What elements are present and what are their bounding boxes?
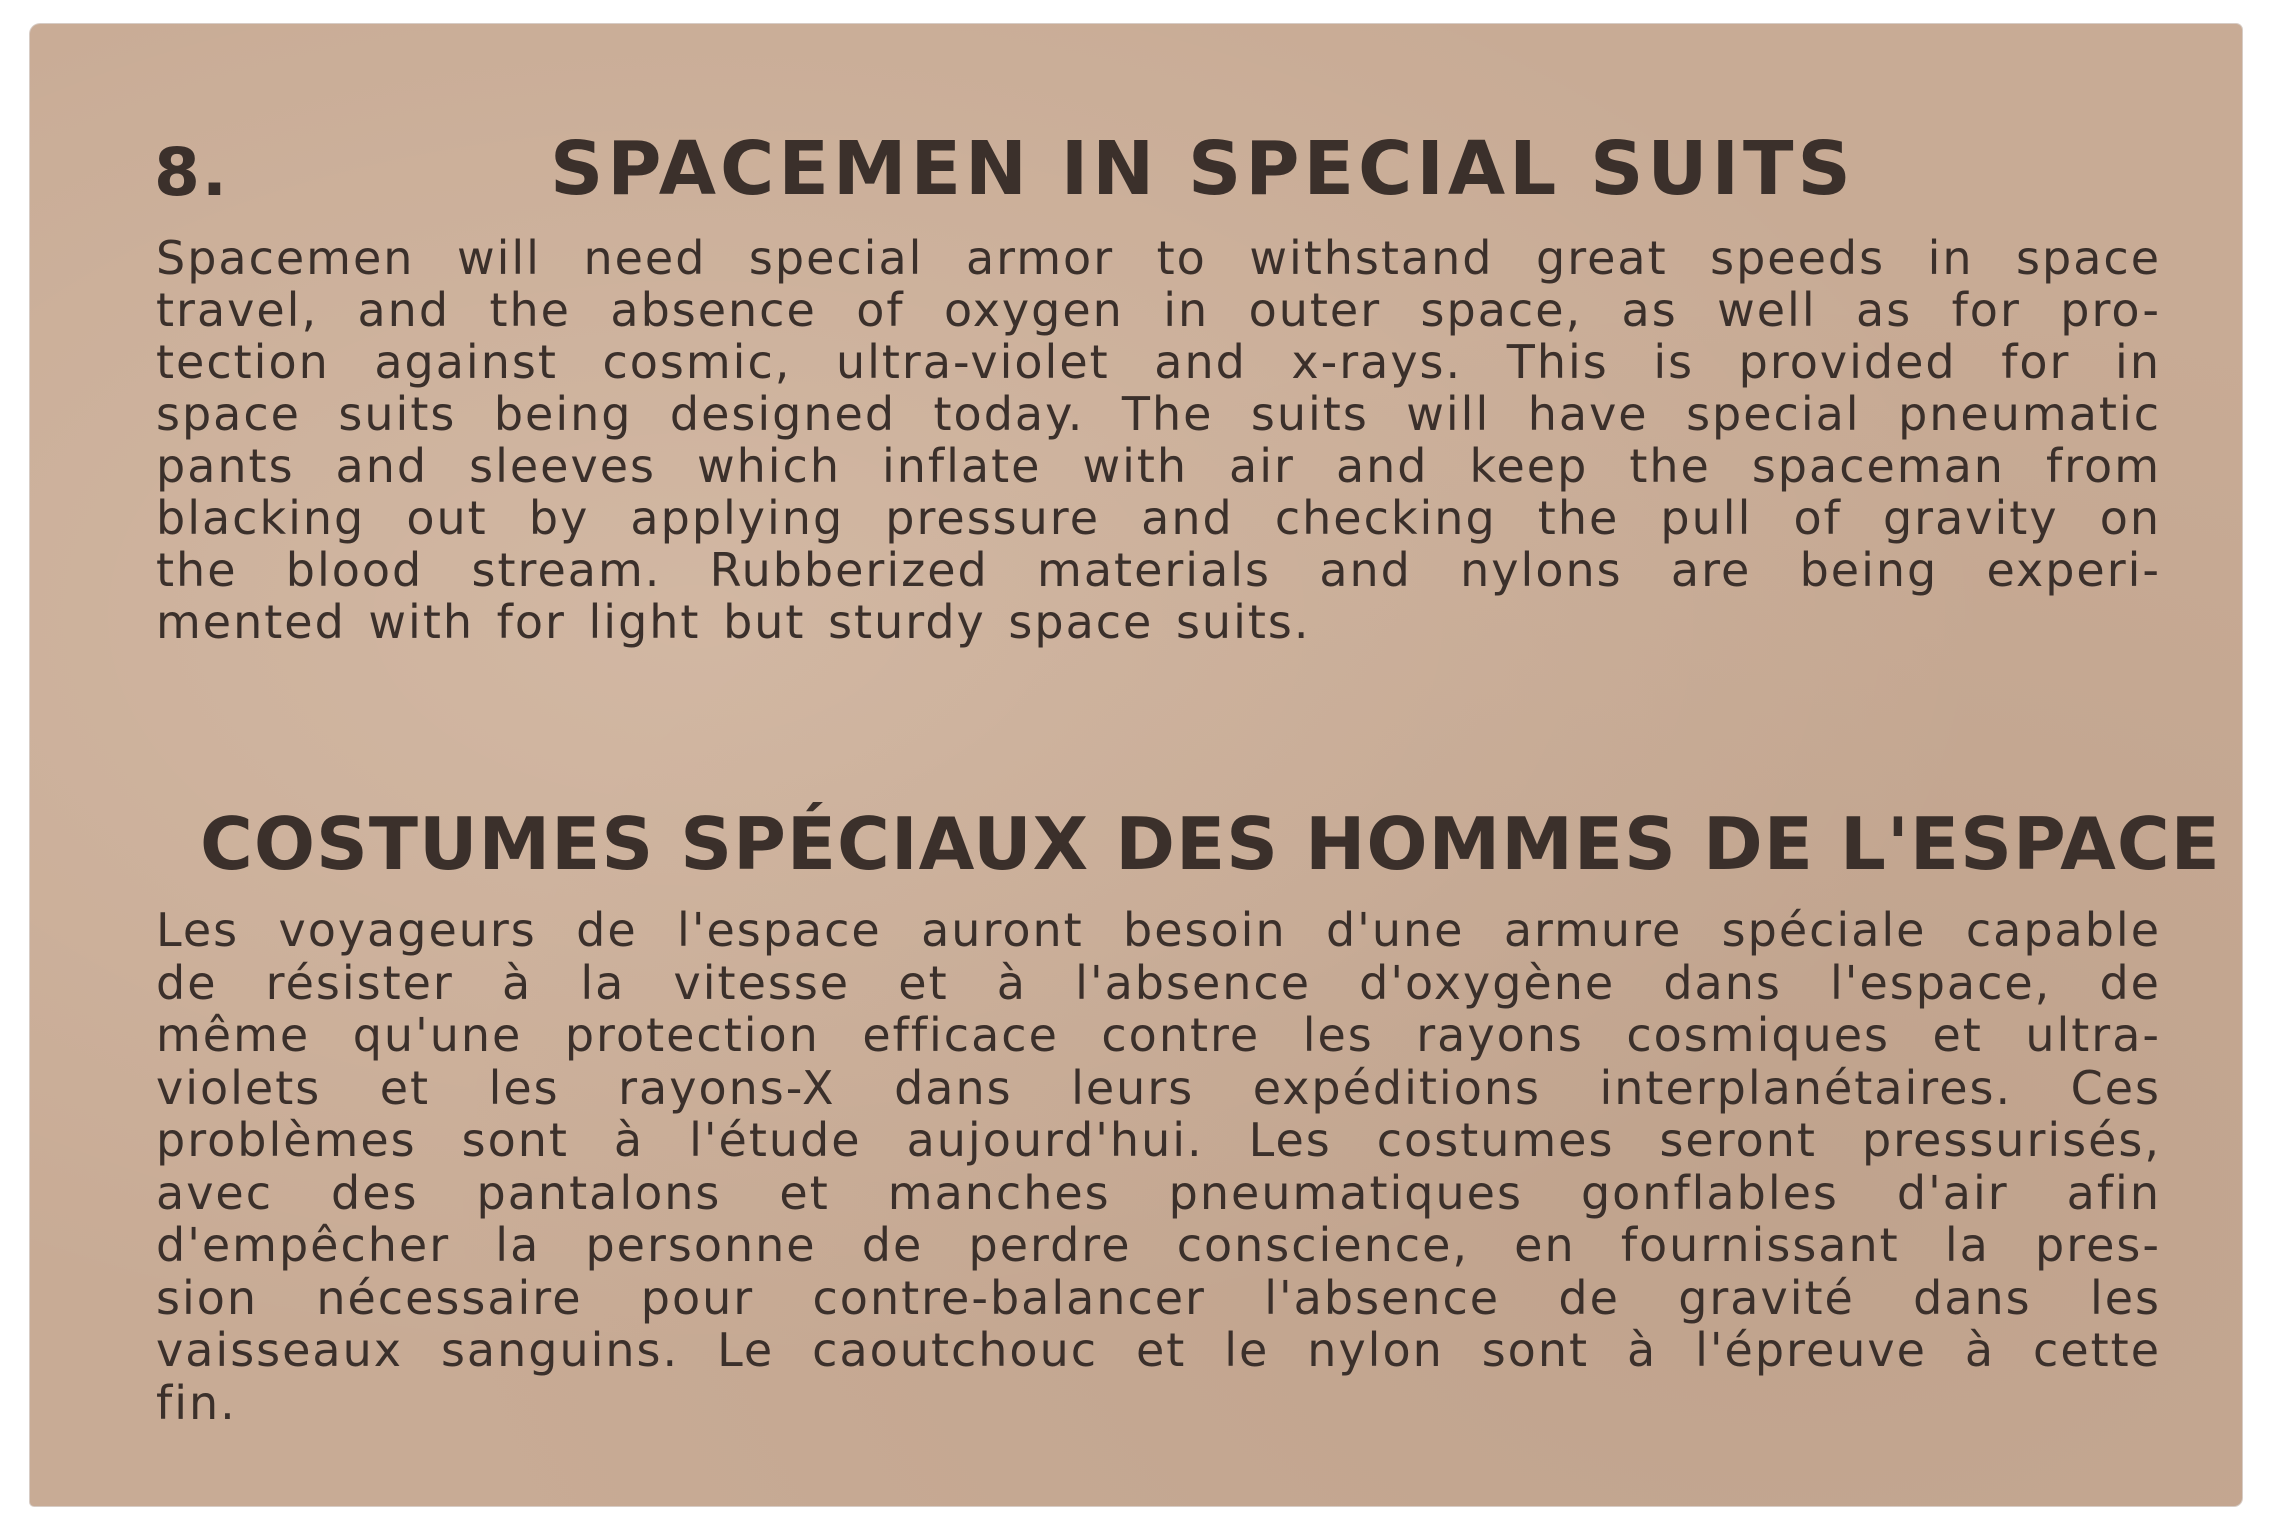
french-line: d'empêcher la personne de perdre conscience, en fournissant la pres- xyxy=(156,1218,2161,1272)
english-description xyxy=(156,232,2161,648)
card-number: 8. xyxy=(154,134,229,211)
french-line: même qu'une protection efficace contre les rayons cosmiques et ultra- xyxy=(156,1008,2161,1062)
english-line: travel, and the absence of oxygen in outer space, as well as for pro- xyxy=(156,283,2161,337)
french-line: avec des pantalons et manches pneumatiques gonflables d'air afin xyxy=(156,1165,2161,1220)
french-line: problèmes sont à l'étude aujourd'hui. Les costumes seront pressurisés, xyxy=(156,1113,2161,1167)
english-line: space suits being designed today. The suits will have special pneumatic xyxy=(156,387,2161,441)
english-line: blacking out by applying pressure and checking the pull of gravity on xyxy=(156,491,2161,545)
french-title: COSTUMES SPÉCIAUX DES HOMMES DE L'ESPACE xyxy=(200,802,2221,886)
english-line: pants and sleeves which inflate with air and keep the spaceman from xyxy=(156,439,2161,493)
english-title: SPACEMEN IN SPECIAL SUITS xyxy=(550,126,1855,212)
french-line: vaisseaux sanguins. Le caoutchouc et le nylon sont à l'épreuve à cette xyxy=(156,1323,2161,1377)
english-line: Spacemen will need special armor to withstand great speeds in space xyxy=(156,231,2161,285)
french-line: Les voyageurs de l'espace auront besoin d'une armure spéciale capable xyxy=(156,903,2161,957)
french-line: fin. xyxy=(156,1375,237,1430)
english-line: the blood stream. Rubberized materials and nylons are being experi- xyxy=(156,543,2161,597)
french-line: violets et les rayons-X dans leurs expéditions interplanétaires. Ces xyxy=(156,1060,2161,1115)
french-line: de résister à la vitesse et à l'absence d'oxygène dans l'espace, de xyxy=(156,955,2161,1010)
english-line: tection against cosmic, ultra-violet and x-rays. This is provided for in xyxy=(156,335,2161,389)
english-line: mented with for light but sturdy space suits. xyxy=(156,595,1311,649)
french-description xyxy=(156,904,2161,1429)
trading-card-back xyxy=(30,24,2242,1506)
french-line: sion nécessaire pour contre-balancer l'absence de gravité dans les xyxy=(156,1270,2161,1325)
